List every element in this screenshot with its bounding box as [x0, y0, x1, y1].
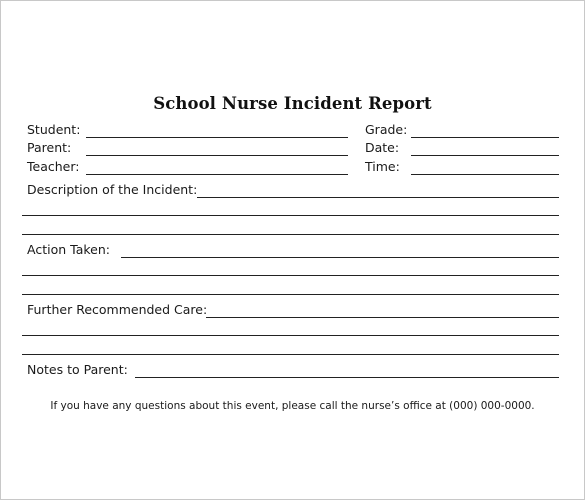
action-label: Action Taken: — [27, 242, 110, 257]
footer-note: If you have any questions about this event, please call the nurse’s office at (000) 000-0000. — [50, 400, 535, 412]
parent-label: Parent: — [27, 140, 72, 155]
notes-line[interactable] — [135, 377, 559, 378]
description-line-2[interactable] — [22, 215, 559, 216]
student-line[interactable] — [86, 137, 348, 138]
description-line-1[interactable] — [197, 197, 559, 198]
description-label: Description of the Incident: — [27, 182, 198, 197]
date-label: Date: — [365, 140, 400, 155]
grade-line[interactable] — [411, 137, 559, 138]
action-line-3[interactable] — [22, 294, 559, 295]
action-line-1[interactable] — [121, 257, 559, 258]
teacher-label: Teacher: — [27, 159, 80, 174]
action-line-2[interactable] — [22, 275, 559, 276]
grade-label: Grade: — [365, 122, 408, 137]
parent-line[interactable] — [86, 155, 348, 156]
description-line-3[interactable] — [22, 234, 559, 235]
teacher-line[interactable] — [86, 174, 348, 175]
date-line[interactable] — [411, 155, 559, 156]
time-label: Time: — [365, 159, 400, 174]
further-care-line-3[interactable] — [22, 354, 559, 355]
form-title: School Nurse Incident Report — [153, 94, 432, 113]
further-care-line-2[interactable] — [22, 335, 559, 336]
notes-label: Notes to Parent: — [27, 362, 128, 377]
further-care-label: Further Recommended Care: — [27, 302, 208, 317]
time-line[interactable] — [411, 174, 559, 175]
student-label: Student: — [27, 122, 81, 137]
further-care-line-1[interactable] — [206, 317, 559, 318]
